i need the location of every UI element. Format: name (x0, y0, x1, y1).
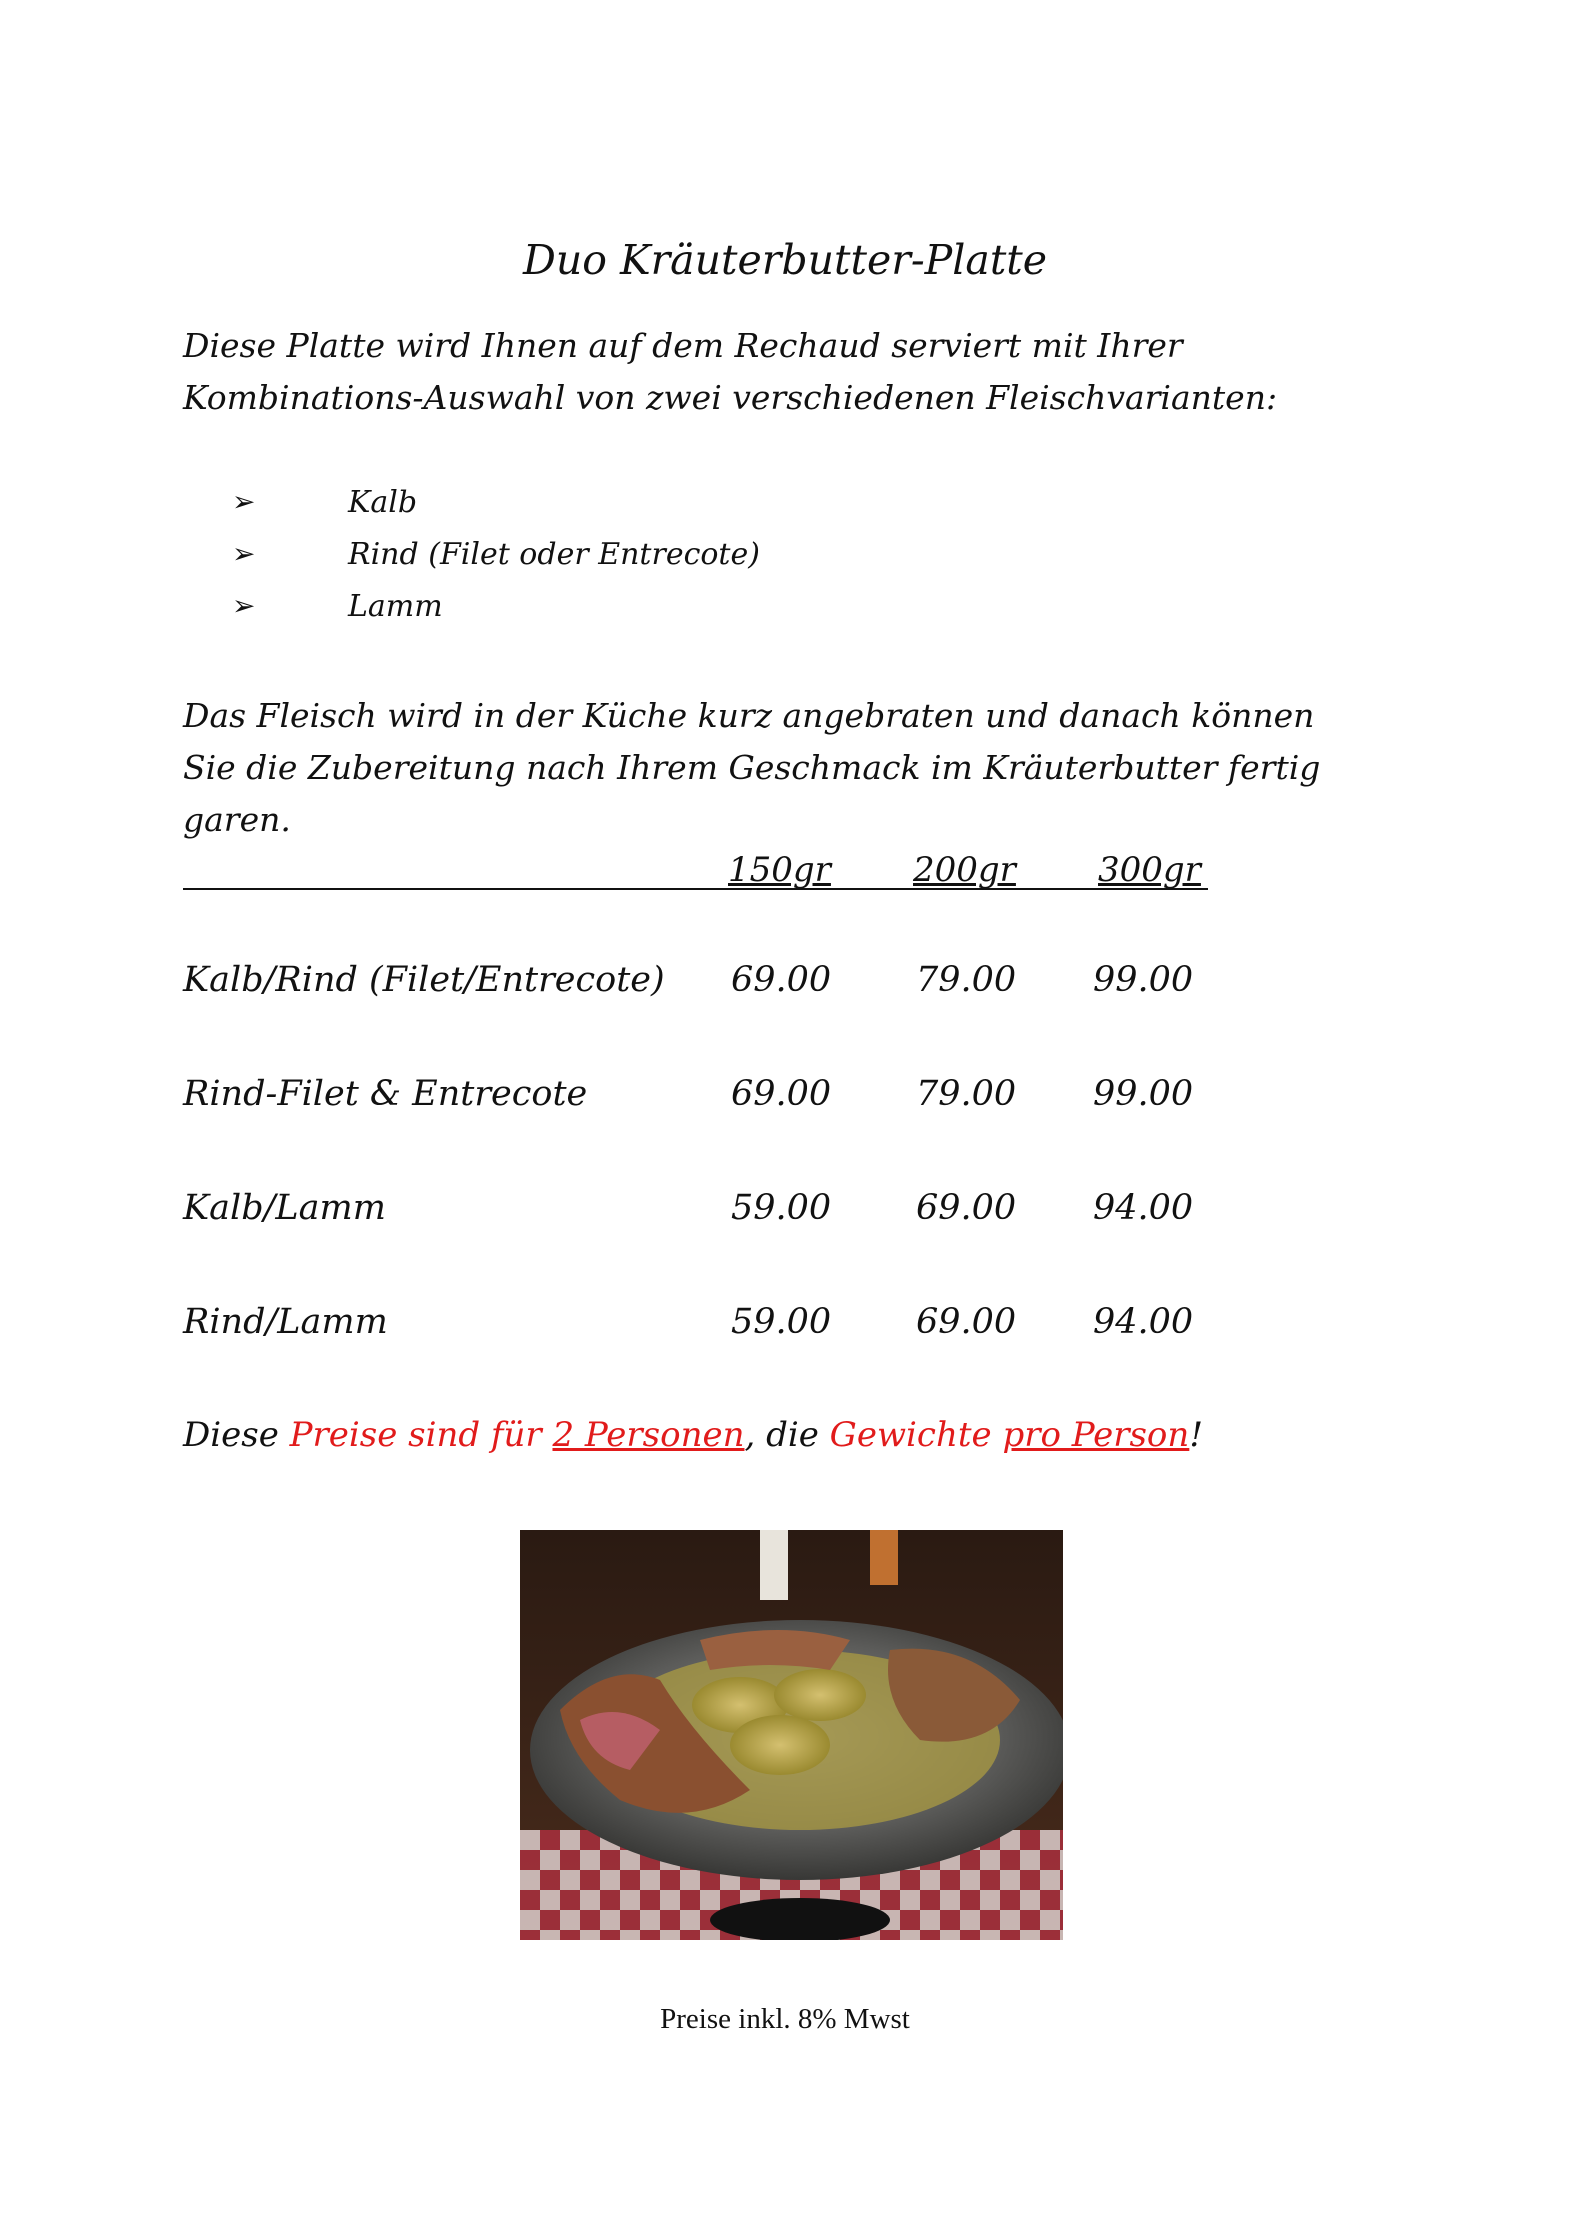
note-highlight-underlined: pro Person (1002, 1415, 1190, 1455)
option-label: Lamm (348, 589, 443, 624)
note-text: ! (1189, 1415, 1203, 1455)
arrow-bullet-icon: ➢ (232, 537, 256, 570)
price-cell: 69.00 (731, 1074, 832, 1114)
note-highlight-underlined: 2 Personen (552, 1415, 745, 1455)
price-table-header (183, 850, 1208, 890)
weight-header-150: 150gr (728, 850, 831, 890)
description-line-2: Sie die Zubereitung nach Ihrem Geschmack im Kräuterbutter fertig (183, 748, 1321, 787)
pricing-note (183, 1415, 1203, 1455)
combo-name: Rind/Lamm (183, 1302, 388, 1342)
note-highlight: Preise sind für (289, 1415, 553, 1455)
arrow-bullet-icon: ➢ (232, 485, 256, 518)
note-highlight: Gewichte (829, 1415, 1003, 1455)
description-line-3: garen. (183, 800, 291, 839)
price-cell: 69.00 (731, 960, 832, 1000)
option-label: Rind (Filet oder Entrecote) (348, 537, 760, 572)
weight-header-200: 200gr (913, 850, 1016, 890)
combo-name: Kalb/Rind (Filet/Entrecote) (183, 960, 665, 1000)
dish-photo-illustration (520, 1530, 1063, 1940)
intro-line-1: Diese Platte wird Ihnen auf dem Rechaud serviert mit Ihrer (183, 326, 1183, 365)
price-cell: 99.00 (1093, 1074, 1194, 1114)
note-text: Diese (183, 1415, 290, 1455)
price-cell: 59.00 (731, 1188, 832, 1228)
price-cell: 59.00 (731, 1302, 832, 1342)
weight-header-300: 300gr (1098, 850, 1201, 890)
dish-photo (520, 1530, 1063, 1940)
description-line-1: Das Fleisch wird in der Küche kurz angebraten und danach können (183, 696, 1315, 735)
description-text (183, 690, 1413, 846)
page-title: Duo Kräuterbutter-Platte (522, 236, 1048, 284)
vat-note: Preise inkl. 8% Mwst (660, 2003, 910, 2035)
option-label: Kalb (348, 485, 418, 520)
combo-name: Kalb/Lamm (183, 1188, 386, 1228)
arrow-bullet-icon: ➢ (232, 589, 256, 622)
price-cell: 99.00 (1093, 960, 1194, 1000)
intro-text (183, 320, 1383, 424)
intro-line-2: Kombinations-Auswahl von zwei verschiedenen Fleischvarianten: (183, 378, 1278, 417)
price-cell: 94.00 (1093, 1302, 1194, 1342)
combo-name: Rind-Filet & Entrecote (183, 1074, 588, 1114)
note-text: , die (744, 1415, 830, 1455)
price-cell: 79.00 (916, 1074, 1017, 1114)
price-cell: 69.00 (916, 1302, 1017, 1342)
price-cell: 79.00 (916, 960, 1017, 1000)
price-cell: 69.00 (916, 1188, 1017, 1228)
price-cell: 94.00 (1093, 1188, 1194, 1228)
